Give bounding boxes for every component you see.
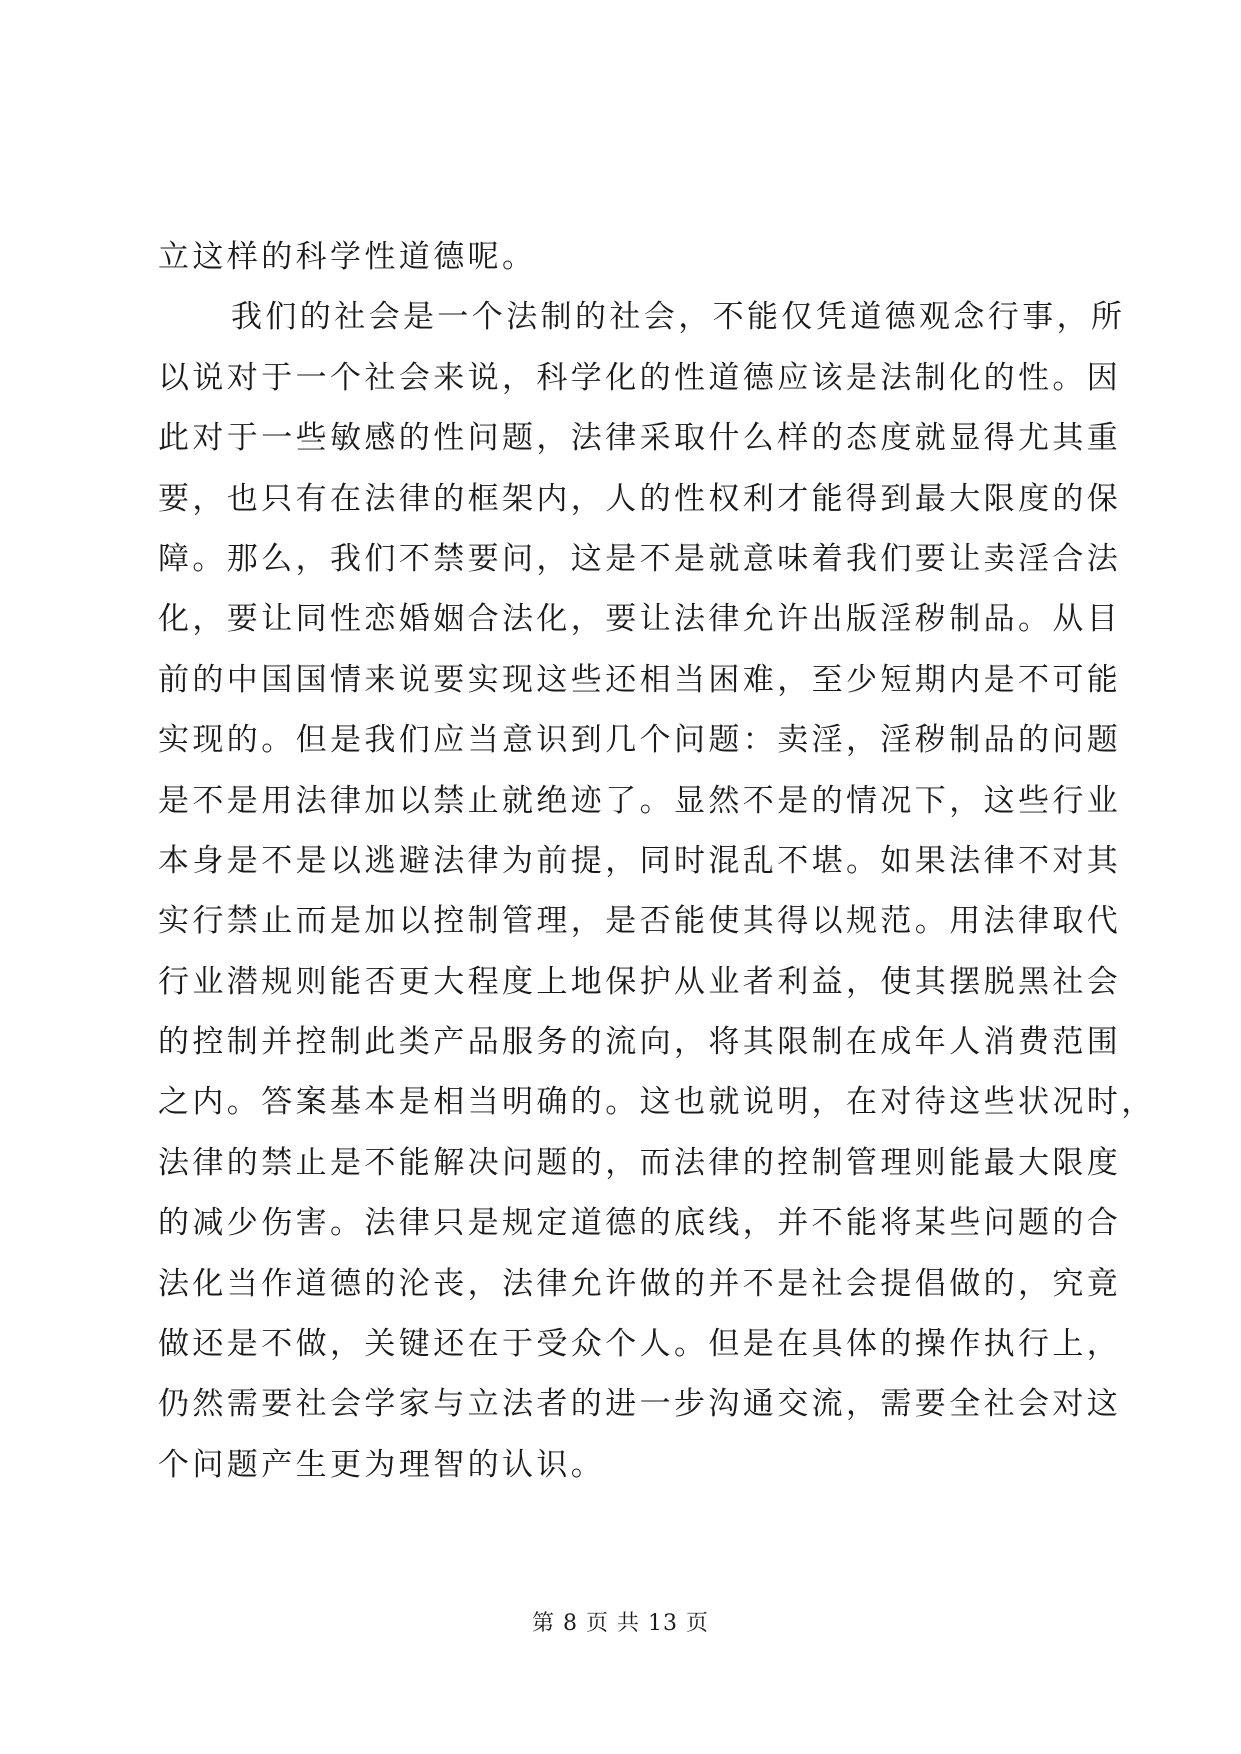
text-line: 障。那么，我们不禁要问，这是不是就意味着我们要让卖淫合法 (158, 540, 1122, 577)
text-line: 的控制并控制此类产品服务的流向，将其限制在成年人消费范围 (158, 1024, 1122, 1061)
text-line: 要，也只有在法律的框架内，人的性权利才能得到最大限度的保 (158, 480, 1122, 517)
text-line: 之内。答案基本是相当明确的。这也就说明，在对待这些状况时， (158, 1084, 1156, 1121)
text-line: 法律的禁止是不能解决问题的，而法律的控制管理则能最大限度 (158, 1144, 1122, 1181)
page-footer: 第 8 页 共 13 页 (532, 1611, 709, 1636)
text-line: 以说对于一个社会来说，科学化的性道德应该是法制化的性。因 (158, 359, 1122, 396)
text-line: 仍然需要社会学家与立法者的进一步沟通交流，需要全社会对这 (158, 1386, 1122, 1423)
text-line: 法化当作道德的沦丧，法律允许做的并不是社会提倡做的，究竟 (158, 1265, 1122, 1302)
text-line: 立这样的科学性道德呢。 (158, 239, 537, 275)
text-line: 实现的。但是我们应当意识到几个问题：卖淫，淫秽制品的问题 (158, 722, 1122, 759)
text-line: 实行禁止而是加以控制管理，是否能使其得以规范。用法律取代 (158, 903, 1122, 940)
body-text (158, 227, 1156, 1495)
text-line: 做还是不做，关键还在于受众个人。但是在具体的操作执行上， (158, 1326, 1122, 1363)
text-line: 个问题产生更为理智的认识。 (158, 1446, 606, 1483)
text-line: 的减少伤害。法律只是规定道德的底线，并不能将某些问题的合 (158, 1205, 1122, 1242)
text-line: 我们的社会是一个法制的社会，不能仅凭道德观念行事，所 (231, 299, 1126, 336)
text-line: 是不是用法律加以禁止就绝迹了。显然不是的情况下，这些行业 (158, 782, 1122, 819)
text-line: 本身是不是以逃避法律为前提，同时混乱不堪。如果法律不对其 (158, 842, 1122, 879)
text-line: 前的中国国情来说要实现这些还相当困难，至少短期内是不可能 (158, 661, 1122, 698)
text-line: 此对于一些敏感的性问题，法律采取什么样的态度就显得尤其重 (158, 420, 1122, 457)
text-line: 化，要让同性恋婚姻合法化，要让法律允许出版淫秽制品。从目 (158, 601, 1122, 638)
text-line: 行业潜规则能否更大程度上地保护从业者利益，使其摆脱黑社会 (158, 963, 1122, 1000)
